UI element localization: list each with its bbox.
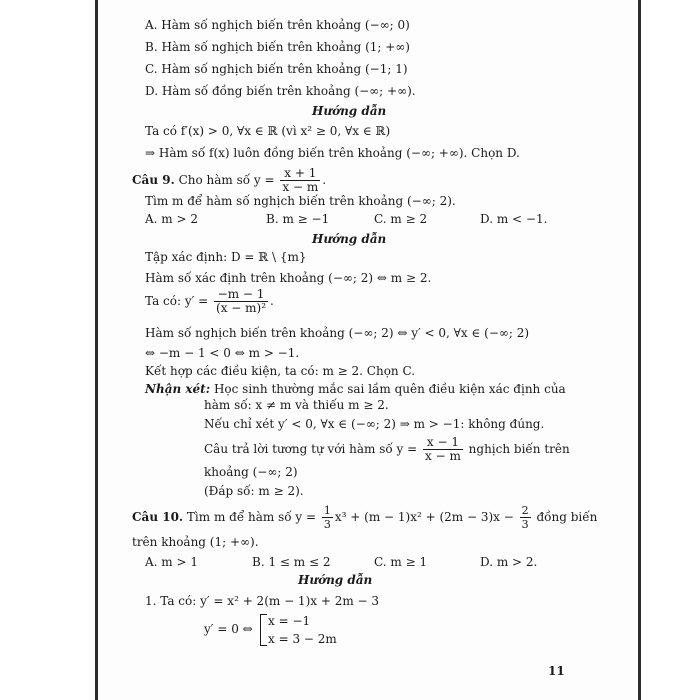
question-10 xyxy=(132,504,597,531)
solution-line: ⇒ Hàm số f(x) luôn đồng biến trên khoảng (−∞; +∞). Chọn D. xyxy=(145,146,520,160)
left-margin xyxy=(0,0,98,700)
fraction-denominator: 3 xyxy=(323,518,331,531)
fraction-denominator: x − m xyxy=(282,180,319,194)
fraction-denominator: (x − m)² xyxy=(216,301,267,315)
remark-text: Nếu chỉ xét y′ < 0, ∀x ∈ (−∞; 2) ⇒ m > −1: không đúng. xyxy=(204,417,545,431)
remark-text: Câu trả lời tương tự với hàm số y = xyxy=(204,442,421,456)
solution-line: Hàm số nghịch biến trên khoảng (−∞; 2) ⇔ y′ < 0, ∀x ∈ (−∞; 2) xyxy=(145,326,530,340)
fraction-numerator: −m − 1 xyxy=(214,288,268,302)
system-equation: x = −1 xyxy=(268,614,311,628)
question-text: Tìm m để hàm số y = xyxy=(183,510,320,524)
question-label: Câu 9. xyxy=(132,173,175,187)
solution-line: ⇔ −m − 1 < 0 ⇔ m > −1. xyxy=(145,346,300,360)
solution-line: y′ = 0 ⇔ xyxy=(204,622,253,636)
question-text: x³ + (m − 1)x² + (2m − 3)x − xyxy=(334,510,518,524)
derivative-label: Ta có: y′ = xyxy=(145,294,213,308)
question-text: Tìm m để hàm số nghịch biến trên khoảng (−∞; 2). xyxy=(145,194,456,208)
fraction-denominator: x − m xyxy=(425,449,461,463)
answer-c: C. Hàm số nghịch biến trên khoảng (−1; 1) xyxy=(145,62,408,76)
question-text: Cho hàm số y = xyxy=(174,173,279,187)
option-c: C. m ≥ 1 xyxy=(374,555,428,569)
answer-a: A. Hàm số nghịch biến trên khoảng (−∞; 0) xyxy=(145,18,410,32)
fraction-numerator: x − 1 xyxy=(423,436,463,450)
remark-text: Học sinh thường mắc sai lầm quên điều kiện xác định của xyxy=(210,382,566,396)
right-margin xyxy=(638,0,700,700)
option-b: B. m ≥ −1 xyxy=(266,212,330,226)
guide-heading: Hướng dẫn xyxy=(298,573,373,587)
question-label: Câu 10. xyxy=(132,510,184,524)
solution-line: Ta có f′(x) > 0, ∀x ∈ ℝ (vì x² ≥ 0, ∀x ∈ ℝ) xyxy=(145,124,391,138)
fraction-numerator: 1 xyxy=(323,504,331,517)
page-number: 11 xyxy=(548,664,565,678)
fraction xyxy=(520,504,531,531)
remark-answer xyxy=(204,484,304,498)
remark-answer-text: (Đáp số: m ≥ 2). xyxy=(204,484,304,498)
question-9: Câu 9. Cho hàm số y = $\frac{x + 1}{x - m}$ . xyxy=(132,166,327,194)
system-brace xyxy=(260,614,267,646)
fraction-denominator: 3 xyxy=(521,518,529,531)
solution-line: 1. Ta có: y′ = x² + 2(m − 1)x + 2m − 3 xyxy=(145,594,380,608)
fraction-numerator: x + 1 xyxy=(280,167,320,181)
option-b: B. 1 ≤ m ≤ 2 xyxy=(252,555,331,569)
question-text: đồng biến xyxy=(532,510,598,524)
remark-text: nghịch biến trên xyxy=(464,442,570,456)
option-a: A. m > 2 xyxy=(145,212,198,226)
guide-heading: Hướng dẫn xyxy=(312,104,387,118)
question-text: trên khoảng (1; +∞). xyxy=(132,535,259,549)
solution-line: Tập xác định: D = ℝ \ {m} xyxy=(145,250,307,264)
remark xyxy=(145,382,566,396)
solution-line: Hàm số xác định trên khoảng (−∞; 2) ⇔ m ≥ 2. xyxy=(145,271,432,285)
fraction xyxy=(322,504,333,531)
option-d: D. m > 2. xyxy=(480,555,538,569)
remark-function xyxy=(204,436,570,463)
derivative-line: Ta có: y′ = $\frac{-m - 1}{\text{(x − m)²}}$ . xyxy=(145,287,274,315)
remark-text: hàm số: x ≠ m và thiếu m ≥ 2. xyxy=(204,398,389,412)
remark-label: Nhận xét: xyxy=(145,382,211,396)
document-page xyxy=(100,0,636,700)
option-a: A. m > 1 xyxy=(145,555,198,569)
answer-d: D. Hàm số đồng biến trên khoảng (−∞; +∞). xyxy=(145,84,416,98)
fraction xyxy=(423,436,463,463)
option-d: D. m < −1. xyxy=(480,212,548,226)
answer-b: B. Hàm số nghịch biến trên khoảng (1; +∞) xyxy=(145,40,410,54)
option-c: C. m ≥ 2 xyxy=(374,212,428,226)
remark-text: khoảng (−∞; 2) xyxy=(204,465,298,479)
fraction xyxy=(280,167,320,194)
system-equation: x = 3 − 2m xyxy=(268,632,337,646)
solution-line: Kết hợp các điều kiện, ta có: m ≥ 2. Chọn C. xyxy=(145,364,416,378)
fraction-numerator: 2 xyxy=(521,504,529,517)
fraction xyxy=(214,288,268,315)
guide-heading: Hướng dẫn xyxy=(312,232,387,246)
